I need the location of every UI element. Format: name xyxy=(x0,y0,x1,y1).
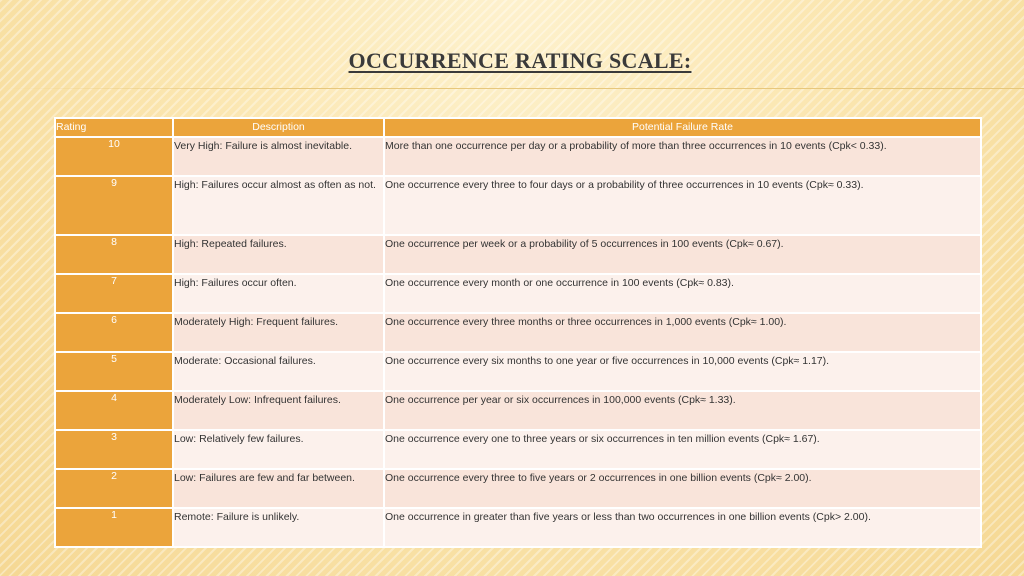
slide-title-text: OCCURRENCE RATING SCALE: xyxy=(348,48,692,73)
rating-cell: 5 xyxy=(55,352,173,391)
rating-cell: 7 xyxy=(55,274,173,313)
header-potential-failure-rate: Potential Failure Rate xyxy=(384,118,981,137)
description-cell: Moderately High: Frequent failures. xyxy=(173,313,384,352)
failure-rate-cell: More than one occurrence per day or a probability of more than three occurrences in 10 events (Cpk< 0.33). xyxy=(384,137,981,176)
failure-rate-cell: One occurrence every three to five years or 2 occurrences in one billion events (Cpk≈ 2.00). xyxy=(384,469,981,508)
failure-rate-cell: One occurrence per week or a probability of 5 occurrences in 100 events (Cpk≈ 0.67). xyxy=(384,235,981,274)
table-row xyxy=(55,313,981,352)
failure-rate-cell: One occurrence every three to four days or a probability of three occurrences in 10 events (Cpk≈ 0.33). xyxy=(384,176,981,235)
failure-rate-cell: One occurrence per year or six occurrences in 100,000 events (Cpk≈ 1.33). xyxy=(384,391,981,430)
table-row xyxy=(55,274,981,313)
table-row xyxy=(55,235,981,274)
failure-rate-cell: One occurrence every three months or three occurrences in 1,000 events (Cpk≈ 1.00). xyxy=(384,313,981,352)
description-cell: Low: Failures are few and far between. xyxy=(173,469,384,508)
table-row xyxy=(55,469,981,508)
table-row xyxy=(55,176,981,235)
description-cell: Very High: Failure is almost inevitable. xyxy=(173,137,384,176)
table-row xyxy=(55,391,981,430)
table-row xyxy=(55,430,981,469)
description-cell: Low: Relatively few failures. xyxy=(173,430,384,469)
rating-cell: 4 xyxy=(55,391,173,430)
failure-rate-cell: One occurrence every one to three years or six occurrences in ten million events (Cpk≈ 1.67). xyxy=(384,430,981,469)
table-row xyxy=(55,508,981,547)
description-cell: High: Repeated failures. xyxy=(173,235,384,274)
title-divider-fade xyxy=(0,88,300,89)
failure-rate-cell: One occurrence every six months to one year or five occurrences in 10,000 events (Cpk≈ 1.17). xyxy=(384,352,981,391)
rating-cell: 3 xyxy=(55,430,173,469)
table-row xyxy=(55,137,981,176)
failure-rate-cell: One occurrence in greater than five years or less than two occurrences in one billion events (Cpk> 2.00). xyxy=(384,508,981,547)
rating-cell: 9 xyxy=(55,176,173,235)
occurrence-rating-table xyxy=(54,117,982,548)
rating-cell: 6 xyxy=(55,313,173,352)
table-row xyxy=(55,352,981,391)
rating-cell: 10 xyxy=(55,137,173,176)
rating-cell: 2 xyxy=(55,469,173,508)
rating-cell: 1 xyxy=(55,508,173,547)
description-cell: Moderately Low: Infrequent failures. xyxy=(173,391,384,430)
description-cell: Remote: Failure is unlikely. xyxy=(173,508,384,547)
failure-rate-cell: One occurrence every month or one occurrence in 100 events (Cpk≈ 0.83). xyxy=(384,274,981,313)
table-header-row xyxy=(55,118,981,137)
description-cell: Moderate: Occasional failures. xyxy=(173,352,384,391)
description-cell: High: Failures occur almost as often as not. xyxy=(173,176,384,235)
slide-title xyxy=(0,48,1024,74)
description-cell: High: Failures occur often. xyxy=(173,274,384,313)
title-divider xyxy=(300,88,1024,89)
header-rating: Rating xyxy=(55,118,173,137)
header-description: Description xyxy=(173,118,384,137)
rating-cell: 8 xyxy=(55,235,173,274)
